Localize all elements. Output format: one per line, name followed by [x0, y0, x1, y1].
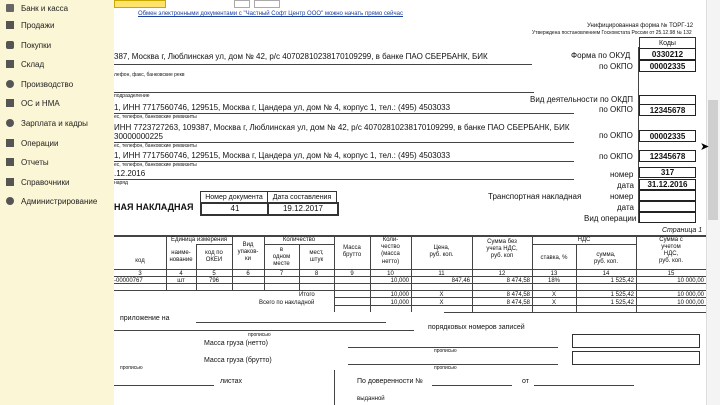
cell-price: 847,46	[451, 278, 470, 284]
document-area	[114, 0, 706, 405]
shipper-rule	[114, 64, 532, 65]
sidebar-item-label: Операции	[21, 138, 59, 148]
sidebar-item-label: Администрирование	[21, 196, 98, 206]
qty-sub-rule	[264, 244, 334, 245]
itogo-sum: 8 474,58	[506, 292, 530, 298]
th-in-one: в одном месте	[272, 247, 291, 268]
signature-hint: прописью	[120, 365, 143, 371]
okdp-label: Вид деятельности по ОКДП	[530, 95, 634, 104]
vsego-price: X	[439, 300, 444, 306]
page-label: Страница 1	[662, 227, 703, 234]
vsego-total: 10 000,00	[677, 300, 704, 306]
sheets-rule	[114, 385, 214, 386]
edo-link[interactable]: Обмен электронными документами с "Частный Софт Центр ООО" можно начать прямо сейчас	[138, 11, 403, 17]
th-vat-sum: сумма, руб. коп.	[593, 252, 619, 266]
th-sum-vat: Сумма с учетом НДС, руб. коп.	[658, 237, 684, 264]
attorney-rule	[432, 385, 512, 386]
issued-label: выданной	[357, 396, 385, 402]
basis-rule	[114, 179, 574, 180]
cell-unit: шт	[177, 278, 185, 284]
from-label: от	[522, 378, 529, 385]
col-num: 4	[179, 271, 183, 277]
col-num: 10	[387, 271, 394, 277]
doc-number-value: 41	[230, 204, 240, 213]
sidebar-item-label: Покупки	[21, 40, 52, 50]
sidebar-item-sales[interactable]	[6, 17, 54, 33]
th-unit: Единица измерения	[170, 237, 228, 243]
form-approved: Утверждена постановлением Госкомстата России от 25.12.98 № 132	[532, 30, 692, 36]
table-row-rule	[114, 290, 706, 291]
th-places: мест, штук	[309, 250, 324, 264]
doc-date-header-label: Дата составления	[272, 194, 332, 201]
toolbar-button[interactable]	[234, 0, 250, 8]
vsego-rate: X	[551, 300, 556, 306]
cell-code: -00000767	[114, 278, 143, 284]
th-vat: НДС	[577, 237, 591, 243]
th-okei: код по ОКЕИ	[205, 250, 223, 264]
signature-hint: прописью	[434, 348, 457, 354]
mass-net-box	[572, 334, 700, 348]
transport-date-value	[639, 201, 696, 212]
vsego-sum: 8 474,58	[506, 300, 530, 306]
production-icon	[6, 80, 14, 88]
sidebar-item-label: Производство	[21, 79, 74, 89]
th-code: код	[135, 258, 145, 264]
division-rule	[114, 92, 534, 93]
basis-date-value: 31.12.2016	[639, 179, 696, 190]
col-num: 13	[550, 271, 558, 277]
th-unit-name: наиме- нование	[169, 250, 193, 264]
cell-qty: 10,000	[390, 278, 409, 284]
table-row-rule	[444, 312, 706, 313]
sidebar-item-directories[interactable]	[6, 174, 69, 190]
from-rule	[534, 385, 634, 386]
mass-gross-box	[572, 351, 700, 365]
doc-number-header-label: Номер документа	[205, 194, 263, 201]
supplier-sub: ес, телефон, банковские реквизиты	[114, 143, 197, 149]
shipper-line: 387, Москва г, Люблинская ул, дом № 42, р/с 40702810238170109299, в банке ПАО СБЕРБАНК, БИК	[114, 52, 488, 61]
col-num: 5	[212, 271, 216, 277]
sidebar-item-purchases[interactable]	[6, 37, 51, 53]
op-type-value	[639, 212, 696, 223]
sidebar-item-assets[interactable]	[6, 95, 60, 111]
itogo-total: 10 000,00	[677, 292, 704, 298]
basis-number-label: номер	[610, 170, 634, 179]
division-sub: подразделение	[114, 93, 150, 99]
cell-okei: 796	[208, 278, 219, 284]
attachment-rule	[196, 322, 386, 323]
sidebar-item-label: Продажи	[21, 20, 55, 30]
cell-rate: 18%	[547, 278, 560, 284]
sidebar-item-label: Склад	[21, 59, 45, 69]
payer-sub: ес, телефон, банковские реквизиты	[114, 162, 197, 168]
vsego-vat: 1 525,42	[610, 300, 634, 306]
vsego-label: Всего по накладной	[259, 300, 315, 306]
attachment-label: приложение на	[120, 315, 170, 322]
col-num: 9	[350, 271, 354, 277]
doc-date-value: 19.12.2017	[282, 204, 324, 213]
footer-divider	[334, 370, 335, 405]
warehouse-icon	[6, 60, 14, 68]
transport-label: Транспортная накладная	[488, 192, 582, 201]
cell-sum: 8 474,58	[506, 278, 530, 284]
consignee-line: 1, ИНН 7717560746, 129515, Москва г, Цандера ул, дом № 4, корпус 1, тел.: (495) 4503033	[114, 103, 451, 112]
signature-hint: прописью	[434, 365, 457, 371]
codes-header-label: Коды	[659, 40, 676, 47]
cell-total: 10 000,00	[677, 278, 704, 284]
consignee-sub: ес, телефон, банковские реквизиты	[114, 114, 197, 120]
transport-number-label: номер	[610, 192, 634, 201]
sidebar-item-label: Отчеты	[21, 157, 49, 167]
th-pack: Вид упаков- ки	[237, 242, 259, 263]
assets-icon	[6, 99, 14, 107]
toolbar-button[interactable]	[114, 0, 166, 8]
itogo-rate: X	[551, 292, 556, 298]
th-qty: Количество	[282, 237, 316, 243]
signature-hint: прописью	[248, 332, 271, 338]
okud-value: 0330212	[639, 48, 696, 60]
admin-icon	[6, 197, 14, 205]
sidebar-item-label: Зарплата и кадры	[21, 118, 88, 128]
sidebar-item-label: Справочники	[21, 177, 70, 187]
col-num: 7	[279, 271, 284, 277]
form-title: Унифицированная форма № ТОРГ-12	[587, 23, 694, 29]
cell-vat: 1 525,42	[610, 278, 634, 284]
vat-sub-rule	[532, 244, 636, 245]
seq-numbers-label: порядковых номеров записей	[428, 324, 525, 331]
sidebar-item-operations[interactable]	[6, 135, 58, 151]
th-mass: Масса брутто	[342, 245, 362, 259]
sidebar-item-label: Банк и касса	[21, 3, 69, 13]
basis-date-label: дата	[617, 181, 634, 190]
basis-date: .12.2016	[114, 169, 146, 178]
okpo-value-consignee: 12345678	[639, 104, 696, 116]
toolbar-button[interactable]	[254, 0, 280, 8]
okud-label: Форма по ОКУД	[571, 51, 631, 60]
th-qty-net: Коли- чество (масса нетто)	[381, 237, 400, 265]
sidebar-item-admin[interactable]	[6, 193, 97, 209]
col-num: 12	[498, 271, 506, 277]
okpo-value-supplier: 00002335	[639, 130, 696, 142]
doc-date-cell	[267, 202, 339, 216]
col-num: 15	[667, 271, 675, 277]
th-price: Цена, руб. коп.	[429, 245, 454, 259]
unit-sub-rule	[196, 244, 232, 245]
transport-date-label: дата	[617, 203, 634, 212]
seq-rule	[114, 330, 414, 331]
mass-gross-label: Масса груза (брутто)	[204, 357, 272, 364]
sidebar-item-reports[interactable]	[6, 154, 49, 170]
sidebar-item-warehouse[interactable]	[6, 56, 44, 72]
payer-line: 1, ИНН 7717560746, 129515, Москва г, Цандера ул, дом № 4, корпус 1, тел.: (495) 4503033	[114, 151, 451, 160]
okpo-label-consignee: по ОКПО	[599, 105, 633, 114]
attorney-label: По доверенности №	[357, 378, 423, 385]
col-num: 11	[438, 271, 445, 277]
sales-icon	[6, 21, 14, 29]
shipper-sub: лефон, факс, банковские рекв	[114, 72, 185, 78]
sidebar-item-label: ОС и НМА	[21, 98, 60, 108]
sidebar-item-production[interactable]	[6, 76, 73, 92]
mass-net-label: Масса груза (нетто)	[204, 340, 268, 347]
supplier-line-1: ИНН 7723727263, 109387, Москва г, Люблинская ул, дом № 42, р/с 40702810238170109299, в банке ПАО СБЕРБАНК, БИК	[114, 123, 570, 132]
itogo-price: X	[439, 292, 444, 298]
salary-icon	[6, 119, 14, 127]
th-rate: ставка, %	[540, 255, 568, 261]
directories-icon	[6, 178, 14, 186]
col-num: 14	[602, 271, 610, 277]
col-num: 3	[138, 271, 142, 277]
col-num: 6	[246, 271, 250, 277]
vsego-qty: 10,000	[390, 300, 409, 306]
basis-number-value: 317	[639, 167, 696, 178]
okpo-value-payer: 12345678	[639, 150, 696, 162]
col-num: 8	[314, 271, 319, 277]
th-sum-no-vat: Сумма без учета НДС, руб. коп	[486, 239, 518, 260]
scrollbar-thumb[interactable]	[708, 100, 718, 220]
okpo-label-payer: по ОКПО	[599, 152, 633, 161]
itogo-qty: 10,000	[390, 292, 409, 298]
reports-icon	[6, 158, 14, 166]
bank-icon	[6, 4, 14, 12]
sheets-label: листах	[220, 378, 243, 385]
mouse-pointer-icon: ➤	[700, 141, 710, 153]
transport-number-value	[639, 190, 696, 201]
basis-sub: наряд	[114, 180, 128, 186]
doc-number-cell	[200, 202, 270, 216]
supplier-line-2: 30000000225	[114, 132, 163, 141]
okpo-label-supplier: по ОКПО	[599, 131, 633, 140]
sidebar-item-salary[interactable]	[6, 115, 88, 131]
sidebar-item-bank[interactable]	[6, 0, 68, 16]
operations-icon	[6, 139, 14, 147]
sidebar	[0, 0, 115, 405]
okpo-label-shipper: по ОКПО	[599, 62, 633, 71]
purchases-icon	[6, 41, 14, 49]
table-header-rule	[114, 269, 706, 270]
itogo-label: Итого	[299, 292, 315, 298]
op-type-label: Вид операции	[584, 214, 637, 223]
codes-left-rule	[638, 47, 639, 223]
doc-title: НАЯ НАКЛАДНАЯ	[114, 202, 194, 212]
okpo-value-shipper: 00002335	[639, 60, 696, 72]
itogo-vat: 1 525,42	[610, 292, 634, 298]
